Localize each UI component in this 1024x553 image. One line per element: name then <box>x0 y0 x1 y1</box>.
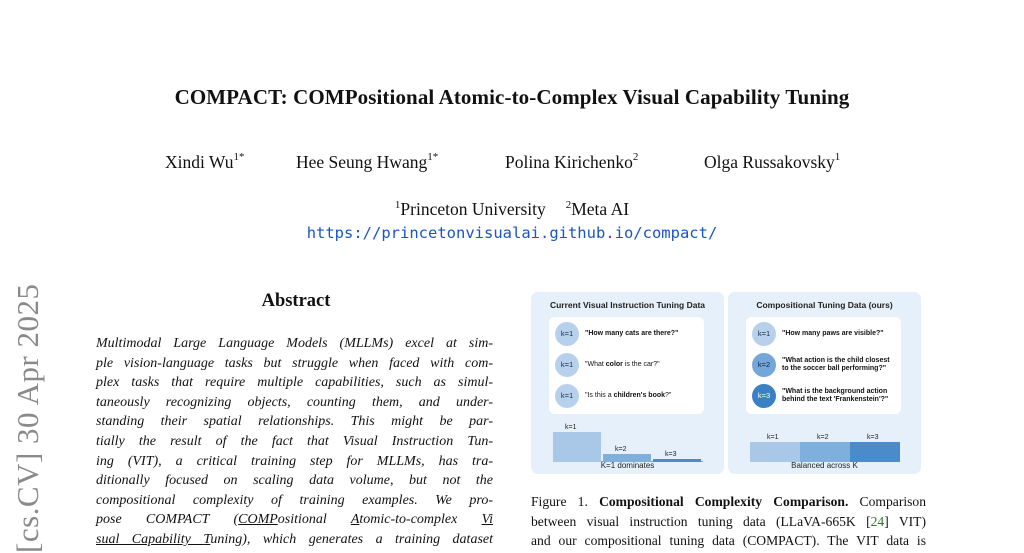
citation-link[interactable]: 24 <box>870 513 885 529</box>
question-text: "Is this a children's book?" <box>585 391 672 399</box>
question-row <box>555 322 703 346</box>
caption-line: and our compositional tuning data (COMPACT). The VIT data is <box>531 533 926 549</box>
question-row <box>752 322 900 346</box>
abstract-line: sual Capability Tuning), which generates a training dataset <box>96 531 493 547</box>
panel-current-vit-data <box>531 292 724 474</box>
question-box <box>549 317 704 414</box>
project-url-link[interactable]: https://princetonvisualai.github.io/compact/ <box>306 224 718 242</box>
figure-1 <box>531 292 925 474</box>
abstract-line: ditionally focused on scaling data volume, but not the <box>96 473 493 489</box>
k-badge: k=2 <box>752 353 776 377</box>
question-row <box>752 384 900 408</box>
author-3: Polina Kirichenko$^2$ <box>505 151 639 172</box>
abstract-line: ing (VIT), a critical training step for MLLMs, has tra- <box>96 453 493 469</box>
abstract-line: tially the result of the fact that Visual Instruction Tun- <box>96 433 493 449</box>
k-distribution-chart-right <box>750 420 900 462</box>
question-text: "How many paws are visible?" <box>782 329 884 337</box>
question-row <box>555 384 703 408</box>
bar-label: k=1 <box>565 424 577 431</box>
question-row <box>555 353 703 377</box>
paper-title: COMPACT: COMPositional Atomic-to-Complex Visual Capability Tuning <box>174 85 850 109</box>
bar-label: k=1 <box>767 434 779 441</box>
abstract-line: standing their spatial relationships. This might be par- <box>96 414 493 430</box>
bar-label: k=3 <box>665 451 677 458</box>
affiliation-princeton: Princeton University <box>400 199 546 219</box>
abstract-line: pose COMPACT (COMPositional Atomic-to-complex Vi <box>96 512 493 528</box>
k-badge: k=1 <box>555 384 579 408</box>
question-box <box>746 317 901 414</box>
panel-compositional-tuning-data <box>728 292 921 474</box>
bar-k=1 <box>553 432 601 462</box>
bar-label: k=2 <box>817 434 829 441</box>
author-1: Xindi $Wu^{1*}$ <box>165 151 245 172</box>
k-badge: k=1 <box>555 322 579 346</box>
bar-label: k=2 <box>615 446 627 453</box>
abstract-heading: Abstract <box>261 291 331 311</box>
question-text: "What is the background action behind the text 'Frankenstein'?" <box>782 387 889 403</box>
k-badge: k=3 <box>752 384 776 408</box>
affiliations: $^1$Princeton University $^2$Meta AI <box>394 199 630 219</box>
abstract-line: taneously recognizing objects, counting them, and under- <box>96 394 493 410</box>
bar-k=1 <box>750 442 800 462</box>
panel-footer: K=1 dominates <box>600 461 655 470</box>
author-list <box>0 152 1024 176</box>
question-text: "How many cats are there?" <box>585 329 679 337</box>
caption-line: between visual instruction tuning data (LLaVA-665K [24] VIT) <box>531 513 926 529</box>
abstract-line: ple vision-language tasks but struggle when faced with com- <box>96 355 493 371</box>
caption-line: Figure 1. Compositional Complexity Comparison. Comparison <box>531 494 927 509</box>
bar-label: k=3 <box>867 434 879 441</box>
abstract-body <box>96 334 493 550</box>
panel-title: Compositional Tuning Data (ours) <box>756 300 893 310</box>
panel-footer: Balanced across K <box>791 461 858 470</box>
k-distribution-chart-left <box>553 420 703 462</box>
abstract-line: plex tasks that require multiple capabilities, such as simul- <box>96 375 493 391</box>
author-4: Olga Russakovsky$^1$ <box>704 151 841 172</box>
abstract-line: Multimodal Large Language Models (MLLMs) excel at sim- <box>96 336 493 351</box>
question-text: "What action is the child closest to the soccer ball performing?" <box>782 356 890 372</box>
k-badge: k=1 <box>752 322 776 346</box>
bar-k=3 <box>850 442 900 462</box>
panel-title: Current Visual Instruction Tuning Data <box>549 300 706 310</box>
figure-caption <box>531 492 926 551</box>
abstract-line: compositional complexity of training examples. We pro- <box>96 492 493 508</box>
arxiv-stamp: [cs.CV] 30 Apr 2025 <box>10 283 45 553</box>
question-row <box>752 353 900 377</box>
bar-k=2 <box>800 442 850 462</box>
affiliation-meta: Meta AI <box>571 199 630 219</box>
k-badge: k=1 <box>555 353 579 377</box>
author-2: Hee Seung Hwang$^{1*}$ <box>296 151 439 172</box>
question-text: "What color is the car?" <box>585 360 660 368</box>
